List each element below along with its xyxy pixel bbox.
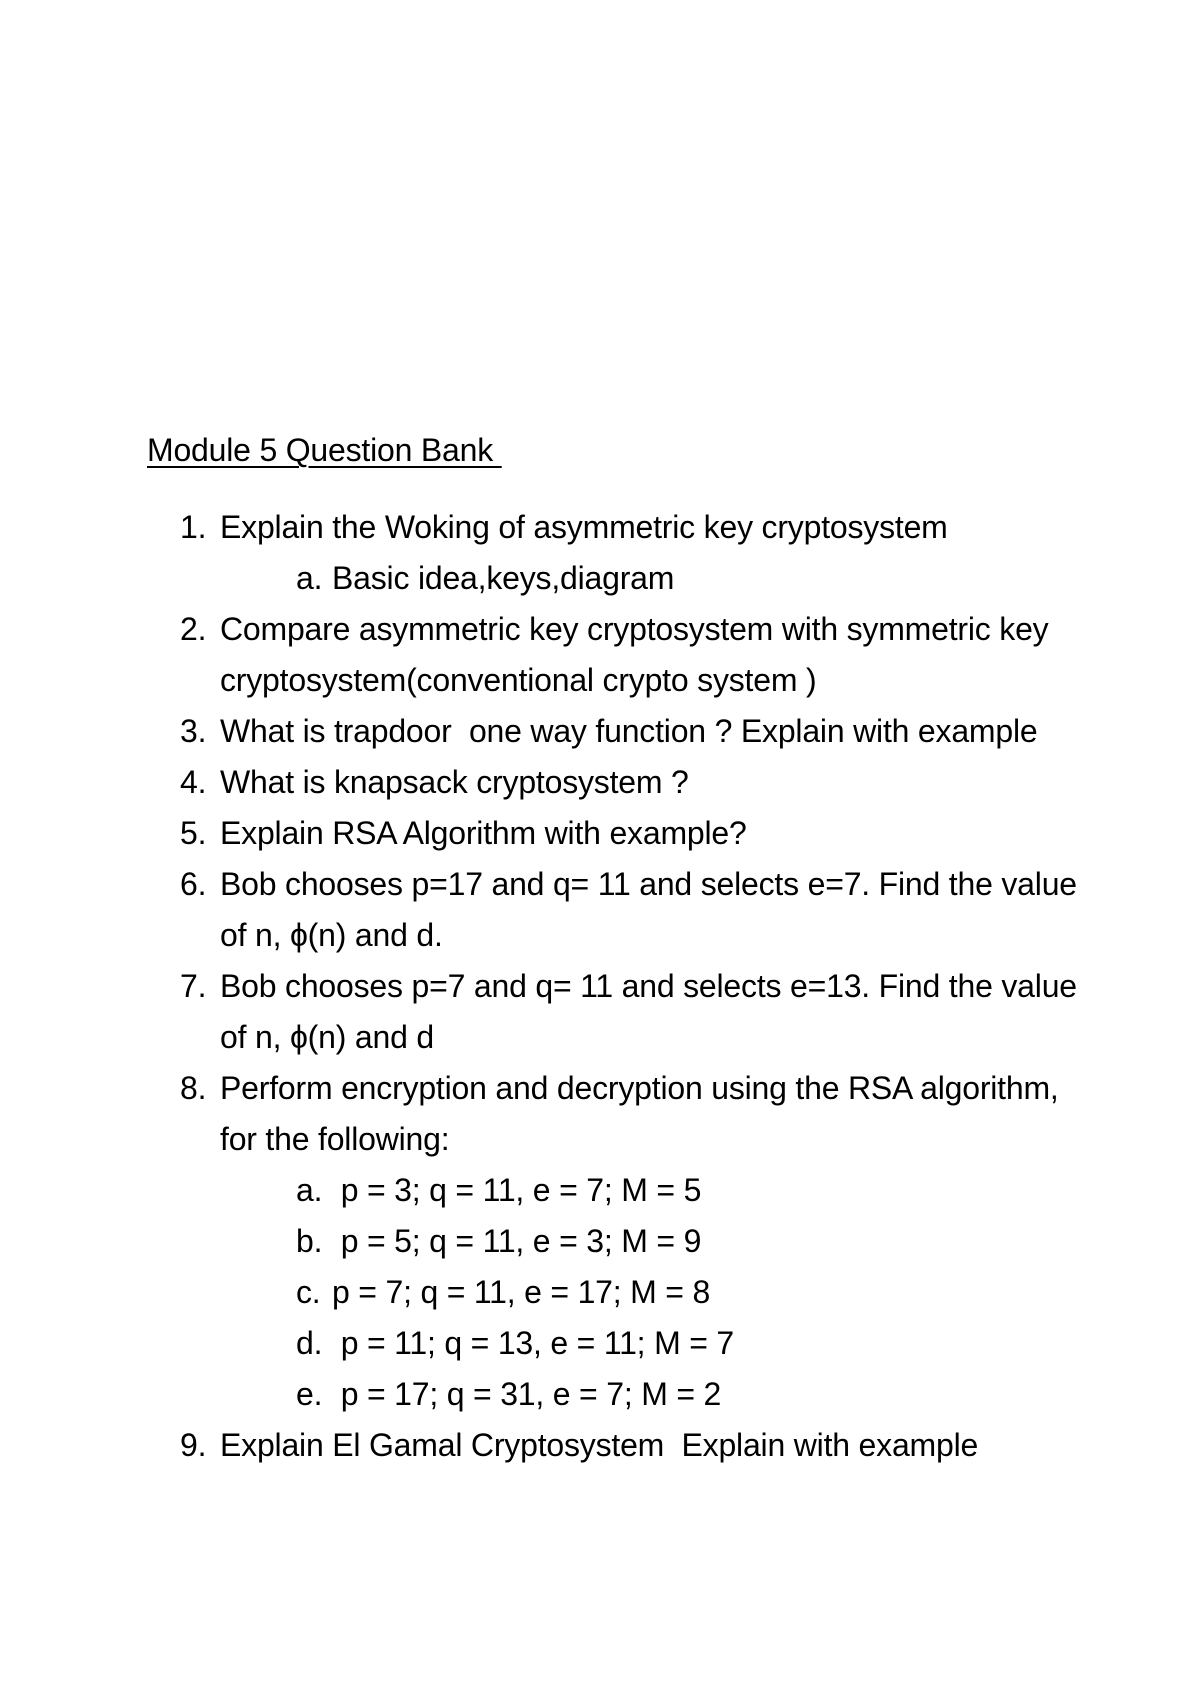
question-text: What is trapdoor one way function ? Explain with example [220, 713, 1038, 749]
question-item-6 [180, 859, 1086, 961]
question-number: 3. [180, 713, 207, 749]
subitem [220, 1369, 1080, 1420]
subitem-text: p = 7; q = 11, e = 17; M = 8 [332, 1274, 711, 1310]
subitem-list [220, 553, 1080, 604]
subitem-letter: b. [296, 1223, 323, 1259]
subitem-text: p = 3; q = 11, e = 7; M = 5 [332, 1172, 702, 1208]
question-text: Perform encryption and decryption using the RSA algorithm, for the following: [220, 1070, 1068, 1157]
question-item-5 [180, 808, 1080, 859]
question-text: Compare asymmetric key cryptosystem with symmetric key cryptosystem(conventional crypto system ) [220, 611, 1058, 698]
subitem-text: p = 5; q = 11, e = 3; M = 9 [332, 1223, 702, 1259]
subitem [220, 1318, 1080, 1369]
subitem-list [220, 1165, 1080, 1420]
question-text: Explain the Woking of asymmetric key cryptosystem [220, 509, 948, 545]
subitem [220, 553, 1080, 604]
subitem [220, 1216, 1080, 1267]
question-number: 7. [180, 968, 207, 1004]
subitem-text: p = 11; q = 13, e = 11; M = 7 [332, 1325, 734, 1361]
question-item-1 [180, 502, 1080, 604]
question-text: What is knapsack cryptosystem ? [220, 764, 689, 800]
question-item-4 [180, 757, 1080, 808]
question-text: Bob chooses p=7 and q= 11 and selects e=13. Find the value of n, ϕ(n) and d [220, 968, 1086, 1055]
subitem-text: p = 17; q = 31, e = 7; M = 2 [332, 1376, 722, 1412]
question-number: 8. [180, 1070, 207, 1106]
question-number: 2. [180, 611, 207, 647]
question-text: Bob chooses p=17 and q= 11 and selects e=7. Find the value of n, ϕ(n) and d. [220, 866, 1086, 953]
question-item-8 [180, 1063, 1080, 1420]
question-number: 6. [180, 866, 207, 902]
subitem-letter: e. [296, 1376, 323, 1412]
subitem-letter: a. [296, 560, 323, 596]
subitem [220, 1165, 1080, 1216]
question-number: 5. [180, 815, 207, 851]
question-item-2 [180, 604, 1080, 706]
question-list [180, 502, 1086, 1471]
question-text: Explain El Gamal Cryptosystem Explain with example [220, 1427, 979, 1463]
subitem-text: Basic idea,keys,diagram [332, 560, 675, 596]
question-text: Explain RSA Algorithm with example? [220, 815, 747, 851]
question-number: 9. [180, 1427, 207, 1463]
subitem-letter: c. [296, 1274, 321, 1310]
question-number: 1. [180, 509, 207, 545]
subitem-letter: d. [296, 1325, 323, 1361]
question-item-9 [180, 1420, 1080, 1471]
page-title: Module 5 Question Bank [147, 432, 502, 468]
subitem [220, 1267, 1080, 1318]
subitem-letter: a. [296, 1172, 323, 1208]
question-number: 4. [180, 764, 207, 800]
question-item-7 [180, 961, 1086, 1063]
question-item-3 [180, 706, 1080, 757]
